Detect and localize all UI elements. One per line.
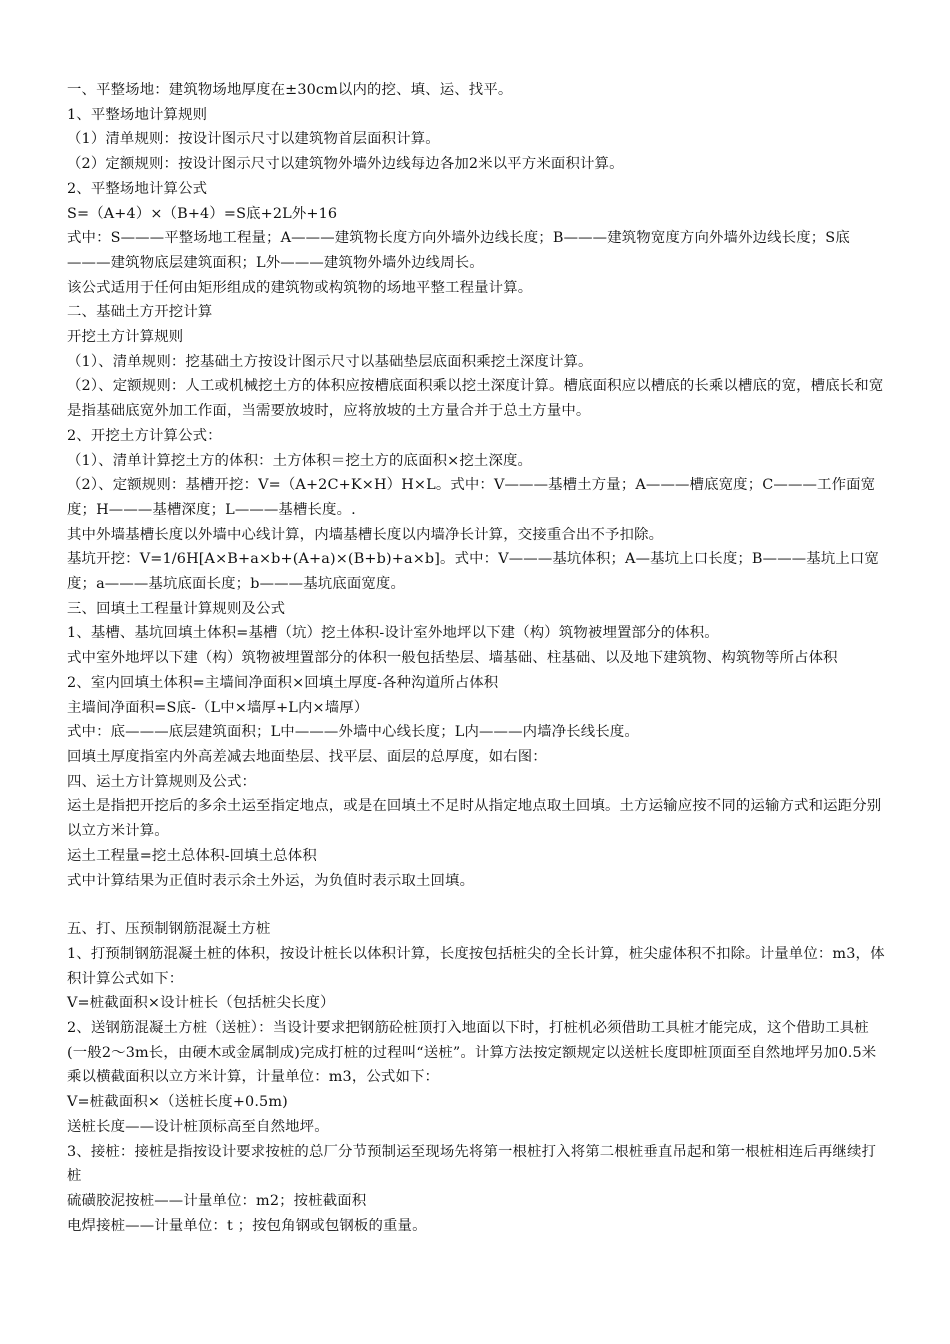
paragraph: 式中室外地坪以下建（构）筑物被埋置部分的体积一般包括垫层、墙基础、柱基础、以及地下建筑物、构筑物等所占体积 <box>67 650 838 667</box>
paragraph: 硫磺胶泥按桩——计量单位：m2；按桩截面积 <box>67 1192 367 1209</box>
paragraph: 2、室内回填土体积=主墙间净面积×回填土厚度-各种沟道所占体积 <box>67 674 499 691</box>
paragraph: 1、打预制钢筋混凝土桩的体积，按设计桩长以体积计算，长度按包括桩尖的全长计算，桩尖虚体积不扣除。计量单位：m3，体积计算公式如下： <box>67 945 885 987</box>
paragraph: 基坑开挖：V=1/6H[A×B+a×b+(A+a)×(B+b)+a×b]。式中：V———基坑体积；A—基坑上口长度；B———基坑上口宽度；a———基坑底面长度；b———基坑底面宽度。 <box>67 551 879 593</box>
paragraph: 其中外墙基槽长度以外墙中心线计算，内墙基槽长度以内墙净长计算，交接重合出不予扣除。 <box>67 526 664 543</box>
formula: V=桩截面积×设计桩长（包括桩尖长度） <box>67 995 335 1012</box>
paragraph: 送桩长度——设计桩顶标高至自然地坪。 <box>67 1118 329 1135</box>
paragraph: 2、送钢筋混凝土方桩（送桩）：当设计要求把钢筋砼桩顶打入地面以下时，打桩机必须借助工具桩才能完成，这个借助工具桩(一般2～3m长，由硬木或金属制成)完成打桩的过程叫“送桩”。计算方法按定额规定以送桩长度即桩顶面至自然地坪另加0.5米乘以横截面积以立方米计算，计量单位：m3，公式如下： <box>67 1020 877 1086</box>
paragraph: （1）、清单计算挖土方的体积：土方体积＝挖土方的底面积×挖土深度。 <box>67 452 533 469</box>
formula: 主墙间净面积=S底-（L中×墙厚+L内×墙厚） <box>67 699 369 716</box>
paragraph: （2）、定额规则：基槽开挖：V=（A+2C+K×H）H×L。式中：V———基槽土方量；A———槽底宽度；C———工作面宽度；H———基槽深度；L———基槽长度。. <box>67 477 876 518</box>
paragraph: 式中：底———底层建筑面积；L中———外墙中心线长度；L内———内墙净长线长度。 <box>67 724 639 741</box>
section-4-heading: 四、运土方计算规则及公式： <box>67 773 257 790</box>
subheading: 1、平整场地计算规则 <box>67 106 208 123</box>
section-1-heading: 一、平整场地：建筑物场地厚度在±30cm以内的挖、填、运、找平。 <box>67 82 513 98</box>
subheading: 2、开挖土方计算公式： <box>67 427 222 444</box>
paragraph: 式中：S———平整场地工程量；A———建筑物长度方向外墙外边线长度；B———建筑物宽度方向外墙外边线长度；S底———建筑物底层建筑面积；L外———建筑物外墙外边线周长。 <box>67 230 850 271</box>
paragraph: 回填土厚度指室内外高差减去地面垫层、找平层、面层的总厚度，如右图： <box>67 748 547 765</box>
formula: 运土工程量=挖土总体积-回填土总体积 <box>67 847 317 864</box>
document-body <box>67 78 885 1238</box>
paragraph: 电焊接桩——计量单位：t ；按包角钢或包钢板的重量。 <box>67 1217 427 1234</box>
paragraph: 式中计算结果为正值时表示余土外运，为负值时表示取土回填。 <box>67 872 475 889</box>
paragraph: 该公式适用于任何由矩形组成的建筑物或构筑物的场地平整工程量计算。 <box>67 279 533 296</box>
section-3-heading: 三、回填土工程量计算规则及公式 <box>67 600 286 617</box>
formula: V=桩截面积×（送桩长度+0.5m) <box>67 1094 288 1111</box>
paragraph: （2）定额规则：按设计图示尺寸以建筑物外墙外边线每边各加2米以平方米面积计算。 <box>67 156 624 173</box>
section-5-heading: 五、打、压预制钢筋混凝土方桩 <box>67 921 271 938</box>
subheading: 2、平整场地计算公式 <box>67 180 208 197</box>
paragraph: （2）、定额规则：人工或机械挖土方的体积应按槽底面积乘以挖土深度计算。槽底面积应以槽底的长乘以槽底的宽，槽底长和宽是指基础底宽外加工作面，当需要放坡时，应将放坡的土方量合并于总土方量中。 <box>67 378 884 420</box>
formula: S=（A+4）×（B+4）=S底+2L外+16 <box>67 205 338 222</box>
paragraph: （1）清单规则：按设计图示尺寸以建筑物首层面积计算。 <box>67 131 440 148</box>
paragraph: 1、基槽、基坑回填土体积=基槽（坑）挖土体积-设计室外地坪以下建（构）筑物被埋置部分的体积。 <box>67 625 719 642</box>
section-2-heading: 二、基础土方开挖计算 <box>67 304 213 321</box>
subheading: 开挖土方计算规则 <box>67 329 184 346</box>
paragraph: 3、接桩：接桩是指按设计要求按桩的总厂分节预制运至现场先将第一根桩打入将第二根桩垂直吊起和第一根桩相连后再继续打桩 <box>67 1143 877 1185</box>
paragraph: 运土是指把开挖后的多余土运至指定地点，或是在回填土不足时从指定地点取土回填。土方运输应按不同的运输方式和运距分别以立方米计算。 <box>67 798 882 840</box>
paragraph: （1）、清单规则：挖基础土方按设计图示尺寸以基础垫层底面积乘挖土深度计算。 <box>67 353 593 370</box>
